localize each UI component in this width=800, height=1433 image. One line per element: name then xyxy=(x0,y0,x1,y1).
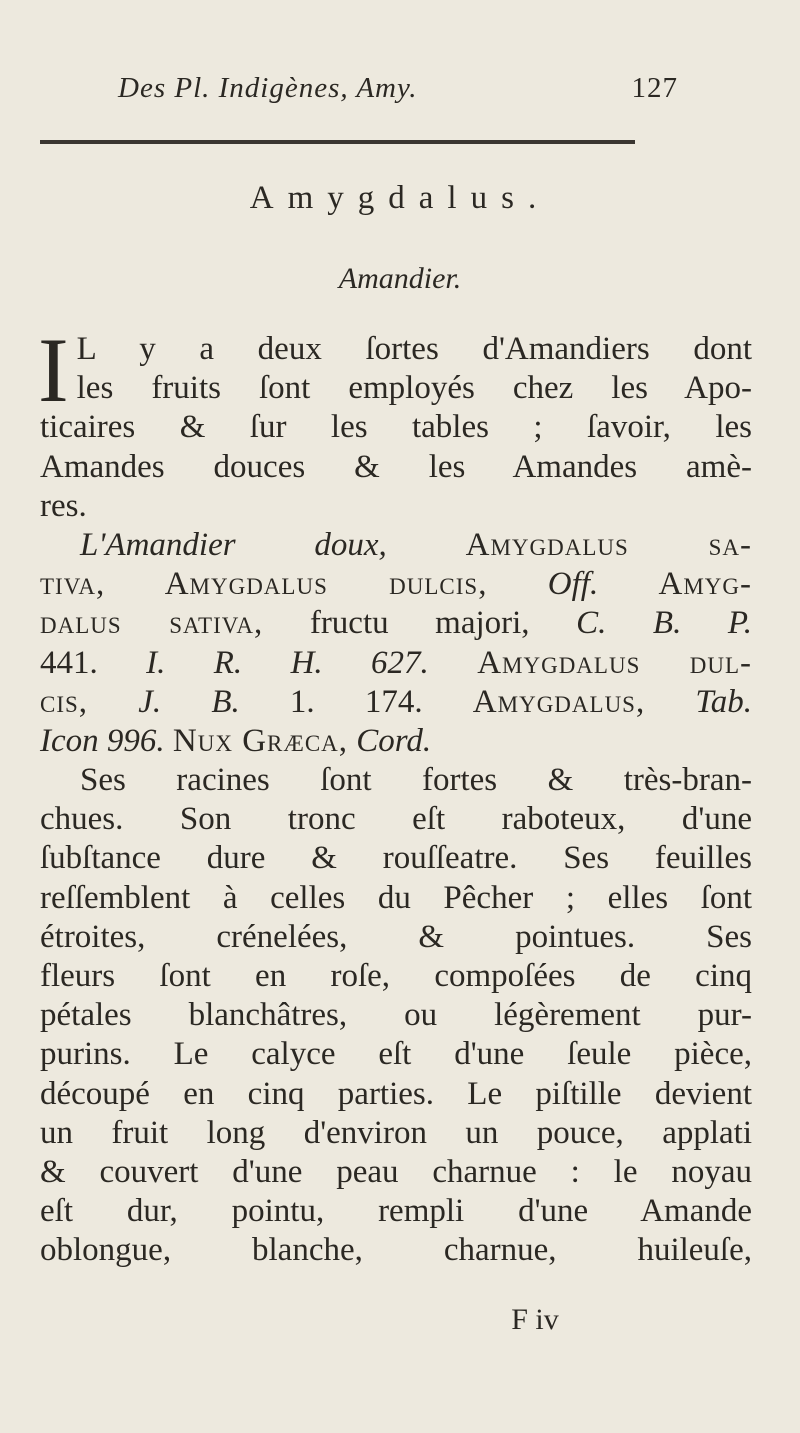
text-line: L y a deux ſortes d'Amandiers dont xyxy=(76,331,752,367)
text-line: eſt dur, pointu, rempli d'une Amande xyxy=(40,1193,752,1230)
reference: Tab. xyxy=(695,683,752,720)
paragraph-synonyms xyxy=(40,526,752,761)
latin-name: cis, xyxy=(40,683,89,720)
reference-number: 1. 174. xyxy=(289,683,423,720)
text-line: purins. Le calyce eſt d'une ſeule pièce, xyxy=(40,1036,752,1073)
text-line: pétales blanchâtres, ou légèrement pur- xyxy=(40,997,752,1034)
text-line xyxy=(40,526,752,565)
reference: Off. xyxy=(547,566,599,603)
running-title: Des Pl. Indigènes, Amy. xyxy=(118,72,418,104)
section-title: Amygdalus. xyxy=(249,180,551,216)
latin-name: Amygdalus, xyxy=(472,683,646,720)
reference: C. B. P. xyxy=(576,605,753,642)
text-line: Ses racines ſont fortes & très-bran- xyxy=(80,762,752,799)
text-line: res. xyxy=(40,487,87,524)
reference-number: 627. xyxy=(371,644,429,681)
reference: J. B. xyxy=(138,683,240,720)
reference: Icon xyxy=(40,722,99,759)
text-line xyxy=(40,604,752,643)
reference: I. R. H. xyxy=(146,644,323,681)
paragraph-description xyxy=(40,761,752,1270)
text-line: ſubſtance dure & rouſſeatre. Ses feuilles xyxy=(40,840,752,877)
reference-number: 441. xyxy=(40,644,98,681)
text-line: reſſemblent à celles du Pêcher ; elles ſont xyxy=(40,879,752,916)
text-line: chues. Son tronc eſt raboteux, d'une xyxy=(40,801,752,838)
latin-name: tiva, Amygdalus dulcis, xyxy=(40,566,488,603)
latin-name: Amyg- xyxy=(658,566,752,603)
latin-name: Amygdalus sa- xyxy=(465,526,752,563)
text-line: découpé en cinq parties. Le piſtille devient xyxy=(40,1075,752,1112)
reference-number: 996. xyxy=(106,722,165,759)
text-line: fleurs ſont en roſe, compoſées de cinq xyxy=(40,958,752,994)
page-number: 127 xyxy=(631,72,678,104)
text-line: Amandes douces & les Amandes amè- xyxy=(40,448,752,485)
text-line: & couvert d'une peau charnue : le noyau xyxy=(40,1153,752,1190)
text-line: oblongue, blanche, charnue, huileuſe, xyxy=(40,1232,752,1269)
text-line: les fruits ſont employés chez les Apo- xyxy=(76,370,752,407)
body-text xyxy=(38,319,753,1271)
text-line: étroites, crénelées, & pointues. Ses xyxy=(40,918,752,955)
section-subtitle: Amandier. xyxy=(338,262,462,295)
text-line xyxy=(40,565,752,604)
latin-name: dalus sativa, xyxy=(40,605,264,642)
drop-cap: I xyxy=(38,319,69,421)
signature-mark: F iv xyxy=(511,1303,559,1336)
text-line: ticaires & ſur les tables ; ſavoir, les xyxy=(40,409,752,446)
text-line xyxy=(40,683,752,722)
text-line: un fruit long d'environ un pouce, applati xyxy=(40,1114,752,1151)
text-line xyxy=(40,644,752,683)
common-name: L'Amandier doux, xyxy=(80,526,387,563)
paragraph-intro xyxy=(38,319,752,526)
latin-name: Nux Græca, xyxy=(172,722,349,759)
latin-text: fructu majori, xyxy=(309,605,530,642)
running-header xyxy=(118,72,678,105)
header-rule xyxy=(40,140,635,144)
latin-name: Amygdalus dul- xyxy=(477,644,753,681)
text-line xyxy=(40,722,752,761)
reference: Cord. xyxy=(356,722,432,759)
